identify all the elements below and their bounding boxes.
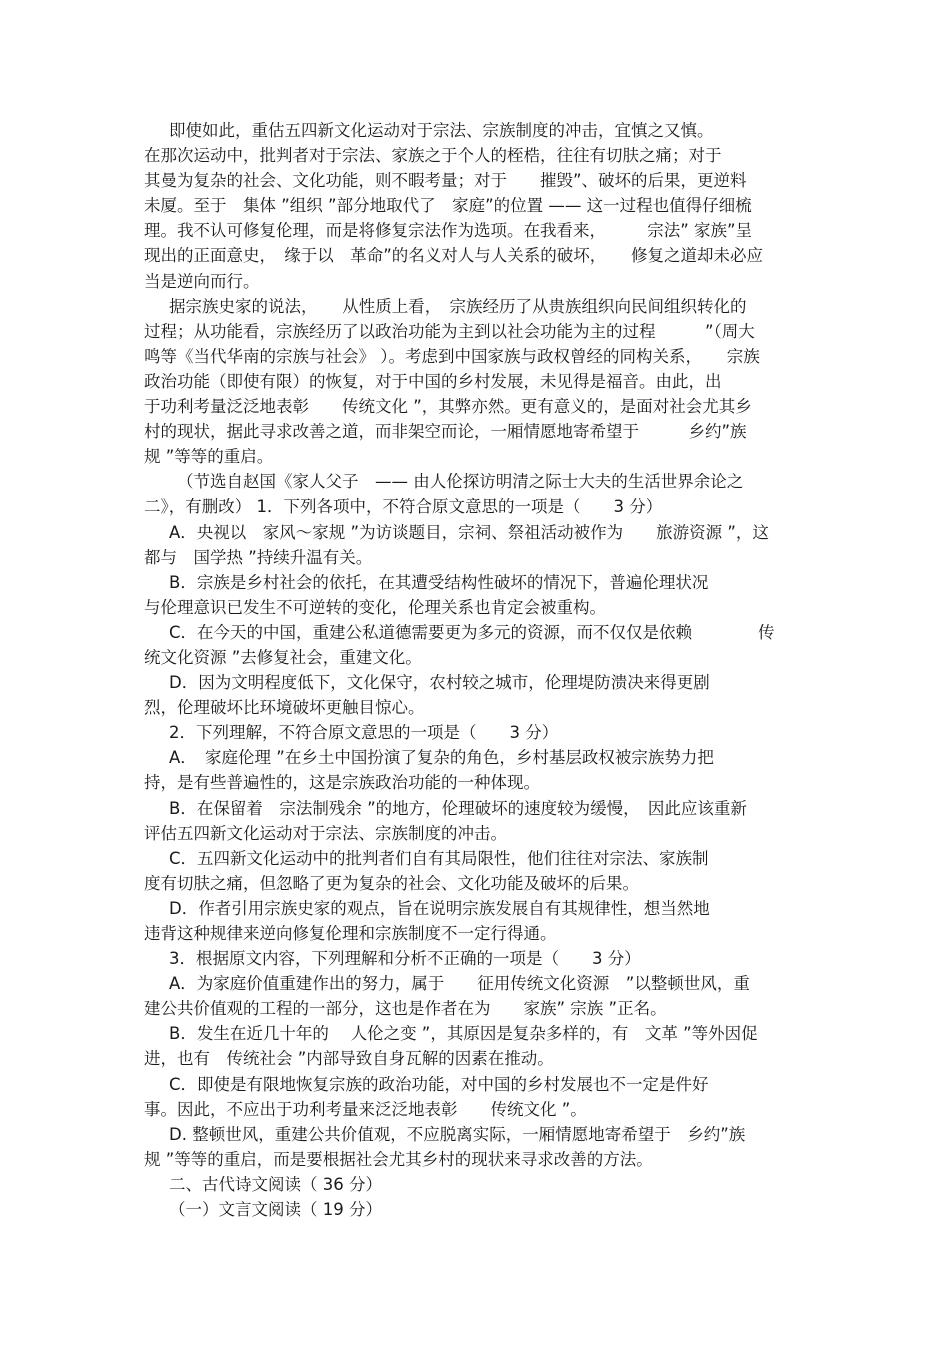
text-line: D．因为文明程度低下，文化保守，农村较之城市，伦理堤防溃决来得更剧	[169, 673, 710, 693]
text-line: B．发生在近几十年的 人伦之变 ”，其原因是复杂多样的，有 文革 ”等外因促	[169, 1024, 758, 1044]
text-line: 理。我不认可修复伦理，而是将修复宗法作为选项。在我看来， 宗法” 家族”呈	[144, 221, 753, 241]
text-line: （节选自赵国《家人父子 —— 由人伦探访明清之际士大夫的生活世界余论之	[177, 472, 744, 492]
text-line: 未厦。至于 集体 ”组织 ”部分地取代了 家庭”的位置 —— 这一过程也值得仔细梳	[144, 196, 752, 216]
text-line: 违背这种规律来逆向修复伦理和宗族制度不一定行得通。	[144, 924, 557, 943]
text-line: 当是逆向而行。	[144, 271, 260, 291]
text-line: 都与 国学热 ”持续升温有关。	[144, 547, 373, 567]
text-line: 3．根据原文内容，下列理解和分析不正确的一项是（ 3 分）	[169, 949, 641, 969]
text-line: 评估五四新文化运动对于宗法、宗族制度的冲击。	[144, 823, 507, 843]
text-line: 与伦理意识已发生不可逆转的变化，伦理关系也肯定会被重构。	[144, 597, 606, 617]
text-line: 2．下列理解，不符合原文意思的一项是（ 3 分）	[169, 723, 559, 743]
text-line: 政治功能（即使有限）的恢复，对于中国的乡村发展，未见得是福音。由此，出	[144, 371, 722, 391]
text-line: 进，也有 传统社会 ”内部导致自身瓦解的因素在推动。	[144, 1049, 554, 1069]
text-line: 规 ”等等的重启，而是要根据社会尤其乡村的现状来寻求改善的方法。	[144, 1149, 653, 1169]
text-line: 村的现状，据此寻求改善之道，而非架空而论，一厢情愿地寄希望于 乡约”族	[144, 422, 747, 442]
text-line: 其曼为复杂的社会、文化功能，则不暇考量；对于 摧毁”、破坏的后果，更逆料	[144, 171, 747, 191]
text-line: 鸣等《当代华南的宗族与社会》 ）。考虑到中国家族与政权曾经的同构关系， 宗族	[144, 346, 760, 366]
text-line: C．在今天的中国，重建公私道德需要更为多元的资源，而不仅仅是依赖 传	[169, 622, 775, 642]
text-line: A．央视以 家风～家规 ”为访谈题目，宗祠、祭祖活动被作为 旅游资源 ”，这	[169, 522, 769, 542]
text-line: A．为家庭价值重建作出的努力，属于 征用传统文化资源 ”以整顿世风，重	[169, 974, 750, 994]
text-line: 建公共价值观的工程的一部分，这也是作者在为 家族” 宗族 ”正名。	[144, 999, 667, 1019]
text-line: B．宗族是乡村社会的依托，在其遭受结构性破坏的情况下，普遍伦理状况	[169, 572, 709, 592]
text-line: 于功利考量泛泛地表彰 传统文化 ”，其弊亦然。更有意义的，是面对社会尤其乡	[144, 397, 752, 417]
text-line: 即使如此，重估五四新文化运动对于宗法、宗族制度的冲击，宜慎之又慎。	[169, 121, 714, 140]
text-line: 现出的正面意史， 缘于以 革命”的名义对人与人关系的破坏， 修复之道却未必应	[144, 246, 764, 266]
text-line: C．即使是有限地恢复宗族的政治功能，对中国的乡村发展也不一定是件好	[169, 1074, 709, 1094]
text-line: D．作者引用宗族史家的观点，旨在说明宗族发展自有其规律性，想当然地	[169, 898, 710, 918]
text-line: 二、古代诗文阅读（ 36 分）	[169, 1174, 382, 1194]
text-line: 规 ”等等的重启。	[144, 447, 274, 467]
text-line: 统文化资源 ”去修复社会，重建文化。	[144, 647, 422, 667]
text-line: 事。因此，不应出于功利考量来泛泛地表彰 传统文化 ”。	[144, 1099, 587, 1119]
text-line: 在那次运动中，批判者对于宗法、家族之于个人的桎梏，往往有切肤之痛；对于	[144, 146, 722, 166]
text-line: 二》，有删改） 1．下列各项中，不符合原文意思的一项是（ 3 分）	[144, 497, 663, 517]
text-line: （一）文言文阅读（ 19 分）	[169, 1200, 382, 1220]
text-line: 烈，伦理破坏比环境破坏更触目惊心。	[144, 698, 425, 718]
passage-text	[144, 118, 808, 1222]
text-line: D. 整顿世风，重建公共价值观，不应脱离实际，一厢情愿地寄希望于 乡约”族	[169, 1124, 746, 1144]
text-line: 持，是有些普遍性的，这是宗族政治功能的一种体现。	[144, 773, 540, 793]
text-line: C．五四新文化运动中的批判者们自有其局限性，他们往往对宗法、家族制	[169, 848, 709, 868]
text-line: B．在保留着 宗法制残余 ”的地方，伦理破坏的速度较为缓慢， 因此应该重新	[169, 798, 747, 818]
text-line: 度有切肤之痛，但忽略了更为复杂的社会、文化功能及破坏的后果。	[144, 873, 639, 893]
text-line: 过程；从功能看，宗族经历了以政治功能为主到以社会功能为主的过程 ”（周大	[144, 321, 755, 341]
text-line: 据宗族史家的说法， 从性质上看， 宗族经历了从贵族组织向民间组织转化的	[169, 296, 747, 316]
text-line: A． 家庭伦理 ”在乡土中国扮演了复杂的角色，乡村基层政权被宗族势力把	[169, 748, 714, 768]
